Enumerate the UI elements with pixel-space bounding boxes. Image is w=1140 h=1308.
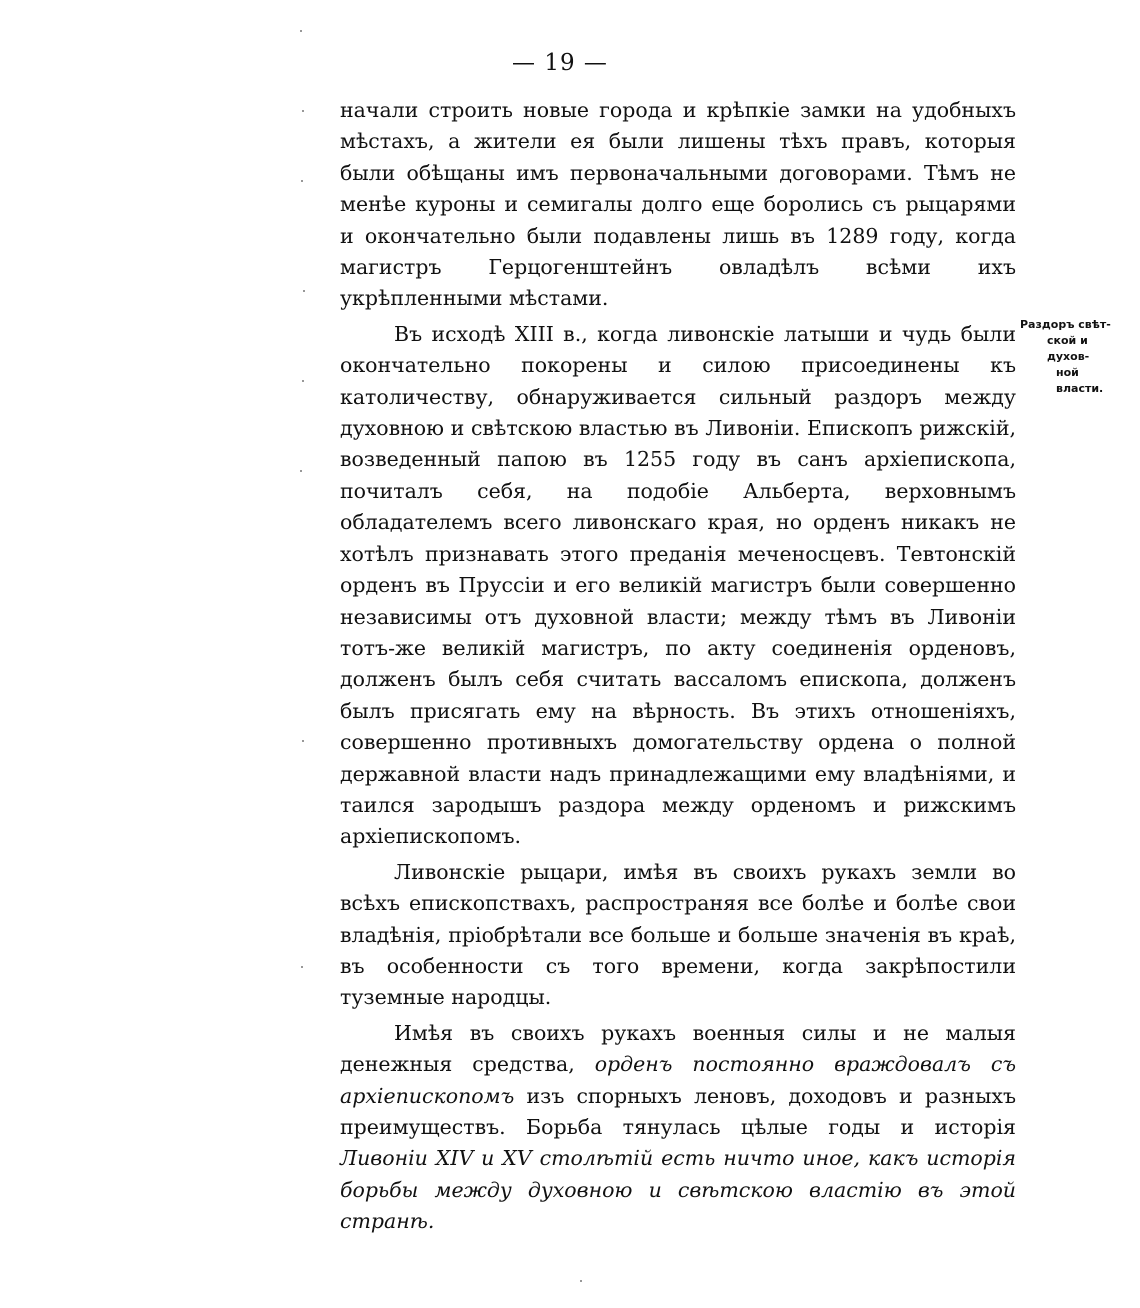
margin-note-line-3: ной власти. bbox=[1056, 366, 1104, 395]
paragraph-2-run-1: Въ исходѣ XIII в., когда ливонскіе латыши и чудь были окончательно покорены и силою присоединены къ католичеству, обнаруживается сильный раздоръ между духовною и свѣтскою властью въ Ливоніи. Епископъ рижскій, возведенный папою въ 1255 году въ санъ архіепископа, почиталъ себя, на подобіе Альберта, верховнымъ обладателемъ всего ливонскаго края, но орденъ никакъ не хотѣлъ признавать этого преданія меченосцевъ. Тевтонскій орденъ въ Пруссіи и его великій магистръ были совершенно независимы отъ духовной власти; между тѣмъ въ Ливоніи тотъ-же великій магистръ, по акту соединенія орденовъ, долженъ былъ себя считать вассаломъ епископа, долженъ былъ присягать ему на вѣрность. Въ этихъ отношеніяхъ, совершенно противныхъ домогательству ордена о полной державной власти надъ принадлежащими ему владѣніями, и таился зародышъ раздора между орденомъ и рижскимъ архіепископомъ. bbox=[340, 321, 1016, 849]
paragraph-1-run-1: начали строить новые города и крѣпкіе замки на удобныхъ мѣстахъ, а жители ея были лишены тѣхъ правъ, которыя были обѣщаны имъ первоначальными договорами. Тѣмъ не менѣе куроны и семигалы долго еще боролись съ рыцарями и окончательно были подавлены лишь въ 1289 году, когда магистръ Герцогенштейнъ овладѣлъ всѣми ихъ укрѣпленными мѣстами. bbox=[340, 98, 1016, 311]
body-text bbox=[340, 95, 1016, 1238]
paragraph-4-italic-run-2: Ливоніи XIV и XV столѣтій есть ничто иное, какъ исторія борьбы между духовною и свѣтскою властію въ этой странѣ. bbox=[340, 1146, 1016, 1234]
paragraph-4-run-1: Имѣя въ своихъ рукахъ военныя силы и не малыя денежныя средства, bbox=[340, 1020, 1016, 1077]
margin-note bbox=[1020, 317, 1128, 397]
scan-speck bbox=[301, 180, 303, 182]
scan-speck bbox=[302, 110, 304, 112]
paragraph-1 bbox=[340, 95, 1016, 315]
paragraph-4 bbox=[340, 1018, 1016, 1238]
scan-speck bbox=[580, 1280, 582, 1282]
paragraph-3 bbox=[340, 857, 1016, 1014]
scan-speck bbox=[303, 290, 305, 292]
paragraph-4-italic-run-1: орденъ постоянно враждовалъ съ архіепископомъ bbox=[340, 1052, 1016, 1108]
scan-speck bbox=[301, 966, 303, 968]
scan-speck bbox=[300, 30, 302, 32]
scan-speck bbox=[302, 380, 304, 382]
scan-speck bbox=[302, 740, 304, 742]
paragraph-3-run-1: Ливонскіе рыцари, имѣя въ своихъ рукахъ земли во всѣхъ епископствахъ, распространяя все болѣе и болѣе свои владѣнія, пріобрѣтали все больше и больше значенія въ краѣ, въ особенности съ того времени, когда закрѣпостили туземные народцы. bbox=[340, 859, 1016, 1010]
scan-speck bbox=[300, 470, 302, 472]
paragraph-2 bbox=[340, 319, 1016, 853]
page-number: — 19 — bbox=[512, 50, 608, 76]
paragraph-4-run-3: изъ спорныхъ леновъ, доходовъ и разныхъ преимуществъ. Борьба тянулась цѣлые годы и исторія bbox=[340, 1083, 1016, 1139]
margin-note-line-2: ской и духов- bbox=[1047, 334, 1090, 363]
margin-note-line-1: Раздоръ свѣт- bbox=[1020, 318, 1111, 331]
